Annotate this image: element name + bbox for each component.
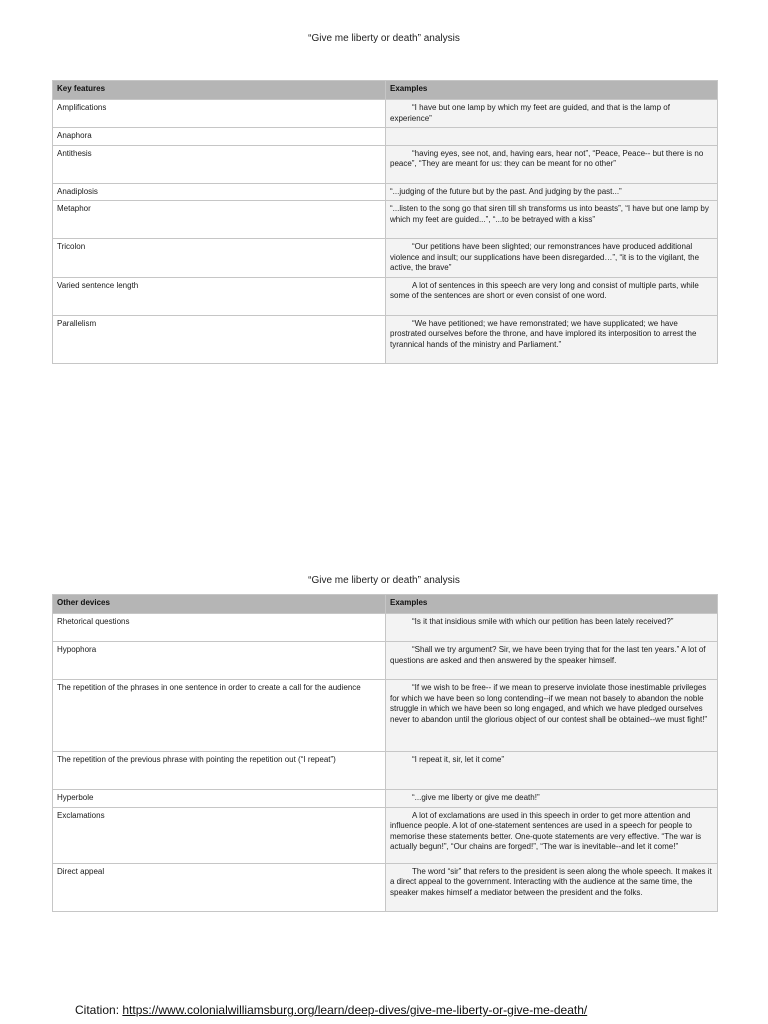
citation-link[interactable]: https://www.colonialwilliamsburg.org/learn/deep-dives/give-me-liberty-or-give-me-death/ [122, 1003, 588, 1017]
example-cell [386, 201, 718, 239]
table1-title: “Give me liberty or death” analysis [308, 33, 460, 44]
other-devices-table [52, 594, 718, 912]
example-cell [386, 642, 718, 680]
example-text: “We have petitioned; we have remonstrated; we have supplicated; we have prostrated ourselves before the throne, and have implored its interposition to arrest the tyrannical hands of the ministry and Parliament.” [390, 318, 697, 349]
feature-cell: Hyperbole [53, 790, 386, 808]
table-row [53, 277, 718, 315]
feature-cell: Exclamations [53, 807, 386, 863]
table2-title: “Give me liberty or death” analysis [308, 575, 460, 586]
feature-cell: Hypophora [53, 642, 386, 680]
example-text: “I repeat it, sir, let it come” [412, 755, 505, 764]
feature-cell: Anaphora [53, 128, 386, 146]
table-row [53, 128, 718, 146]
table-row [53, 100, 718, 128]
feature-cell: The repetition of the previous phrase with pointing the repetition out (“I repeat”) [53, 752, 386, 790]
table-row [53, 239, 718, 278]
feature-cell: Antithesis [53, 145, 386, 183]
example-cell [386, 145, 718, 183]
feature-cell: Varied sentence length [53, 277, 386, 315]
example-cell [386, 315, 718, 363]
example-cell [386, 277, 718, 315]
example-text: “Our petitions have been slighted; our remonstrances have produced additional violence and insult; our supplications have been disregarded…”, “it is to the vigilant, the active, the brave” [390, 242, 700, 272]
example-cell [386, 790, 718, 808]
table-row [53, 642, 718, 680]
table-header-row [53, 81, 718, 100]
example-text: A lot of sentences in this speech are very long and consist of multiple parts, while some of the sentences are short or even consist of one word. [390, 280, 699, 300]
example-text: “If we wish to be free-- if we mean to preserve inviolate those inestimable privileges for which we have been so long contending--if we mean not basely to abandon the noble struggle in which we have been so long engaged, and which we have pledged ourselves never to abandon until the glorious object of our contest shall be obtained--we must fight!” [390, 683, 708, 724]
column-header-examples: Examples [386, 595, 718, 614]
table-row [53, 752, 718, 790]
table-row [53, 790, 718, 808]
feature-cell: Parallelism [53, 315, 386, 363]
example-text: “having eyes, see not, and, having ears, hear not”, “Peace, Peace-- but there is no peace”, “They are meant for us: they can be meant for no other” [390, 148, 704, 168]
table-row [53, 315, 718, 363]
table-row [53, 614, 718, 642]
example-text: “...judging of the future but by the past. And judging by the past...” [390, 186, 622, 196]
table-row [53, 145, 718, 183]
table-row [53, 680, 718, 752]
feature-cell: Metaphor [53, 201, 386, 239]
table-header-row [53, 595, 718, 614]
feature-cell: Direct appeal [53, 863, 386, 911]
example-text: “...listen to the song go that siren till sh transforms us into beasts”, “I have but one lamp by which my feet are guided...”, “...to be betrayed with a kiss” [390, 204, 709, 224]
example-cell [386, 614, 718, 642]
key-features-table [52, 80, 718, 364]
feature-cell: Anadiplosis [53, 183, 386, 201]
example-cell [386, 680, 718, 752]
feature-cell: Tricolon [53, 239, 386, 278]
table-row [53, 201, 718, 239]
table-row [53, 807, 718, 863]
table-row [53, 863, 718, 911]
feature-cell: Rhetorical questions [53, 614, 386, 642]
example-cell [386, 100, 718, 128]
citation-label: Citation: [75, 1003, 123, 1017]
example-text: “Is it that insidious smile with which our petition has been lately received?” [412, 617, 674, 626]
column-header-key-features: Key features [53, 81, 386, 100]
example-text: “Shall we try argument? Sir, we have been trying that for the last ten years.” A lot of questions are asked and then answered by the speaker himself. [390, 645, 706, 665]
example-text: “I have but one lamp by which my feet are guided, and that is the lamp of experience” [390, 103, 670, 123]
example-text: A lot of exclamations are used in this speech in order to get more attention and influence people. A lot of one-statement sentences are used in a speech for people to memorise these statements better. One-quote statements are very effective. “The war is actually begun!”, “Our chains are forged!”, “The war is inevitable--and let it come!” [390, 810, 702, 851]
example-cell [386, 239, 718, 278]
feature-cell: The repetition of the phrases in one sentence in order to create a call for the audience [53, 680, 386, 752]
citation [75, 1003, 587, 1017]
example-text: The word “sir” that refers to the president is seen along the whole speech. It makes it a direct appeal to the government. Interacting with the audience at the same time, the speaker makes himself a mediator between the president and the folks. [390, 866, 712, 897]
table-row [53, 183, 718, 201]
example-cell [386, 752, 718, 790]
example-cell [386, 807, 718, 863]
example-cell [386, 183, 718, 201]
feature-cell: Amplifications [53, 100, 386, 128]
example-text: “...give me liberty or give me death!” [412, 793, 540, 802]
column-header-other-devices: Other devices [53, 595, 386, 614]
example-cell [386, 863, 718, 911]
column-header-examples: Examples [386, 81, 718, 100]
example-cell [386, 128, 718, 146]
